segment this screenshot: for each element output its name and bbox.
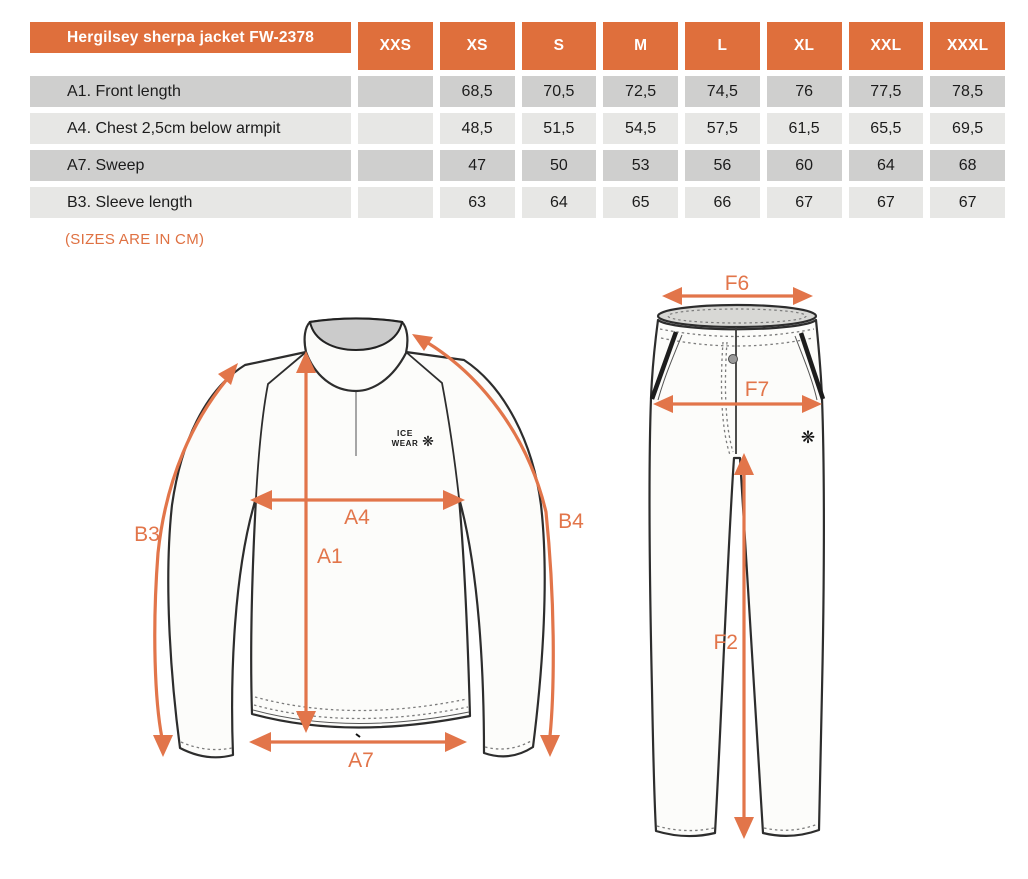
pants-diagram: [649, 272, 823, 839]
size-cell: 67: [849, 187, 924, 218]
brand-logo-line2: WEAR: [391, 439, 419, 448]
size-cell: 53: [603, 150, 678, 181]
table-title: Hergilsey sherpa jacket FW-2378: [30, 22, 351, 53]
size-cell: 50: [522, 150, 597, 181]
size-cell: 65: [603, 187, 678, 218]
size-cell: 78,5: [930, 76, 1005, 107]
size-cell: 51,5: [522, 113, 597, 144]
size-cell: 47: [440, 150, 515, 181]
size-cell: 69,5: [930, 113, 1005, 144]
size-column-header: S: [522, 22, 597, 70]
jacket-diagram: [134, 319, 584, 773]
size-cell: 64: [849, 150, 924, 181]
size-cell: 76: [767, 76, 842, 107]
size-cell: 72,5: [603, 76, 678, 107]
measure-label-b3: B3: [134, 523, 160, 546]
size-cell: 65,5: [849, 113, 924, 144]
size-cell: 77,5: [849, 76, 924, 107]
measure-label-b4: B4: [558, 510, 584, 533]
row-label: A4. Chest 2,5cm below armpit: [30, 113, 351, 144]
size-cell: 57,5: [685, 113, 760, 144]
size-cell: 68: [930, 150, 1005, 181]
measure-label-f2: F2: [713, 631, 738, 654]
sizes-note: (SIZES ARE IN CM): [65, 231, 205, 248]
size-column-header: XS: [440, 22, 515, 70]
size-cell: 48,5: [440, 113, 515, 144]
snowflake-icon: ❋: [422, 433, 434, 449]
size-cell: 68,5: [440, 76, 515, 107]
measure-label-a7: A7: [348, 749, 374, 772]
measure-label-a4: A4: [344, 506, 370, 529]
size-cell: 70,5: [522, 76, 597, 107]
waist-button: [729, 355, 738, 364]
size-column-header: XXXL: [930, 22, 1005, 70]
size-column-header: XXS: [358, 22, 433, 70]
snowflake-icon: ❋: [800, 428, 816, 447]
measure-label-a1: A1: [317, 545, 343, 568]
size-cell: 64: [522, 187, 597, 218]
brand-logo-line1: ICE: [397, 428, 413, 438]
size-cell: 67: [930, 187, 1005, 218]
size-cell: 66: [685, 187, 760, 218]
size-column-header: M: [603, 22, 678, 70]
measure-label-f7: F7: [744, 378, 770, 401]
hem-notch: [356, 734, 360, 737]
size-cell: 63: [440, 187, 515, 218]
measure-label-f6: F6: [724, 272, 750, 295]
size-column-header: L: [685, 22, 760, 70]
size-cell: 60: [767, 150, 842, 181]
waist-opening: [658, 305, 816, 327]
row-label: A7. Sweep: [30, 150, 351, 181]
size-cell: 74,5: [685, 76, 760, 107]
size-cell: 54,5: [603, 113, 678, 144]
size-cell: 56: [685, 150, 760, 181]
size-cell: 61,5: [767, 113, 842, 144]
row-label: B3. Sleeve length: [30, 187, 351, 218]
size-column-header: XXL: [849, 22, 924, 70]
size-column-header: XL: [767, 22, 842, 70]
row-label: A1. Front length: [30, 76, 351, 107]
size-cell: 67: [767, 187, 842, 218]
